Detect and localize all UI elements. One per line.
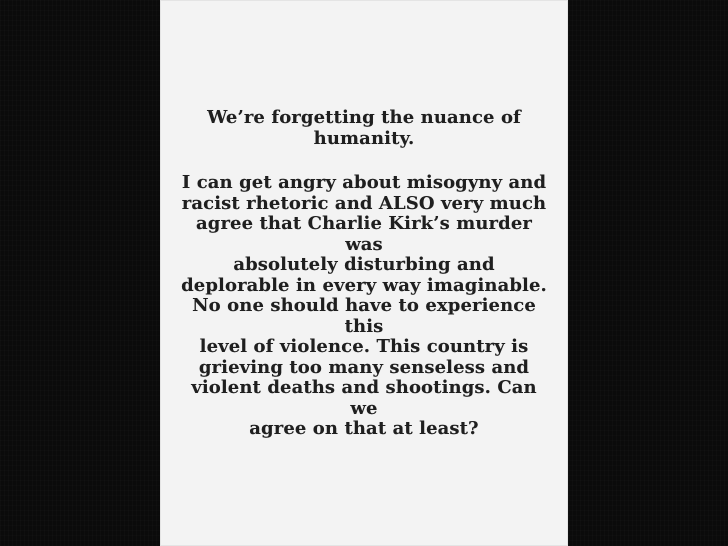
paragraph-spacer [178, 149, 550, 173]
left-dark-background [0, 0, 160, 546]
statement-paper [160, 0, 568, 546]
right-dark-background [568, 0, 728, 546]
statement-body: I can get angry about misogyny and racist rhetoric and ALSO very much agree that Charlie Kirk’s murder was absolutely disturbing and deplorable in every way imaginable. No one should have to experience this level of violence. This country is grieving too many senseless and violent deaths and shootings. Can we agree on that at least? [181, 172, 547, 439]
statement-text [178, 108, 550, 440]
statement-headline: We’re forgetting the nuance of humanity. [207, 107, 521, 149]
